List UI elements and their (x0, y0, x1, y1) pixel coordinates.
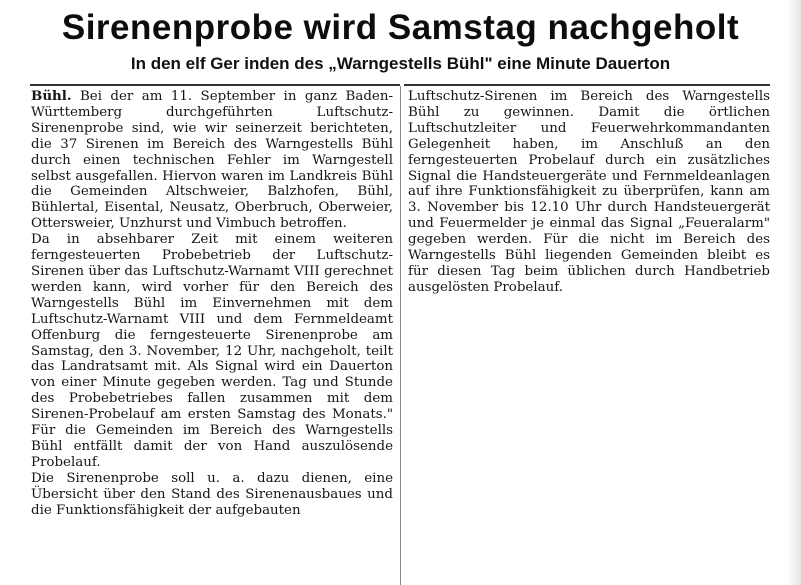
column-divider (400, 86, 401, 585)
right-column-rule (404, 84, 770, 86)
article-paragraph-1 (31, 89, 393, 232)
article-column-left (31, 89, 393, 518)
article-headline: Sirenenprobe wird Samstag nachgeholt (61, 8, 740, 47)
paragraph-1-text: Bei der am 11. September in ganz Baden-Württemberg durchgeführten Luftschutz-Sirenenprobe sind, wie wir seinerzeit berichteten, die 37 Sirenen im Bereich des Warngestells Bühl durch einen technischen Fehler im Warngestell selbst ausgefallen. Hiervon waren im Landkreis Bühl die Gemeinden Altschweier, Balzhofen, Bühl, Bühlertal, Eisental, Neusatz, Oberbruch, Oberweier, Ottersweier, Unzhurst und Vimbuch betroffen. (31, 89, 393, 232)
scan-edge-shadow (787, 0, 801, 585)
article-paragraph-3: Die Sirenenprobe soll u. a. dazu dienen, eine Übersicht über den Stand des Sirenenausbaues und die Funktionsfähigkeit der aufgebauten (31, 470, 393, 518)
left-column-rule (30, 84, 400, 86)
article-column-right (408, 89, 770, 296)
dateline-place: Bühl. (31, 88, 72, 104)
article-paragraph-4: Luftschutz-Sirenen im Bereich des Warngestells Bühl zu gewinnen. Damit die örtlichen Luftschutzleiter und Feuerwehrkommandanten Gelegenheit haben, im Anschluß an den ferngesteuerten Probelauf durch ein zusätzliches Signal die Handsteuergeräte und Fernmeldeanlagen auf ihre Funktionsfähigkeit zu überprüfen, kann am 3. November bis 12.10 Uhr durch Handsteuergerät und Feuermelder je einmal das Signal „Feueralarm" gegeben werden. Für die nicht im Bereich des Warngestells Bühl liegenden Gemeinden bleibt es für diesen Tag beim üblichen durch Handbetrieb ausgelösten Probelauf. (408, 89, 770, 295)
article-paragraph-2: Da in absehbarer Zeit mit einem weiteren ferngesteuerten Probebetrieb der Luftschutz-Sirenen über das Luftschutz-Warnamt VIII gerechnet werden kann, wird vorher für den Bereich des Warngestells Bühl im Einvernehmen mit dem Luftschutz-Warnamt VIII und dem Fernmeldeamt Offenburg die ferngesteuerte Sirenenprobe am Samstag, den 3. November, 12 Uhr, nachgeholt, teilt das Landratsamt mit. Als Signal wird ein Dauerton von einer Minute gegeben werden. Tag und Stunde des Probebetriebes fallen zusammen mit dem Sirenen-Probelauf am ersten Samstag des Monats." Für die Gemeinden im Bereich des Warngestells Bühl entfällt damit der von Hand auszulösende Probelauf. (31, 232, 393, 470)
article-subheadline: In den elf Ger inden des „Warngestells Bühl" eine Minute Dauerton (130, 54, 671, 73)
